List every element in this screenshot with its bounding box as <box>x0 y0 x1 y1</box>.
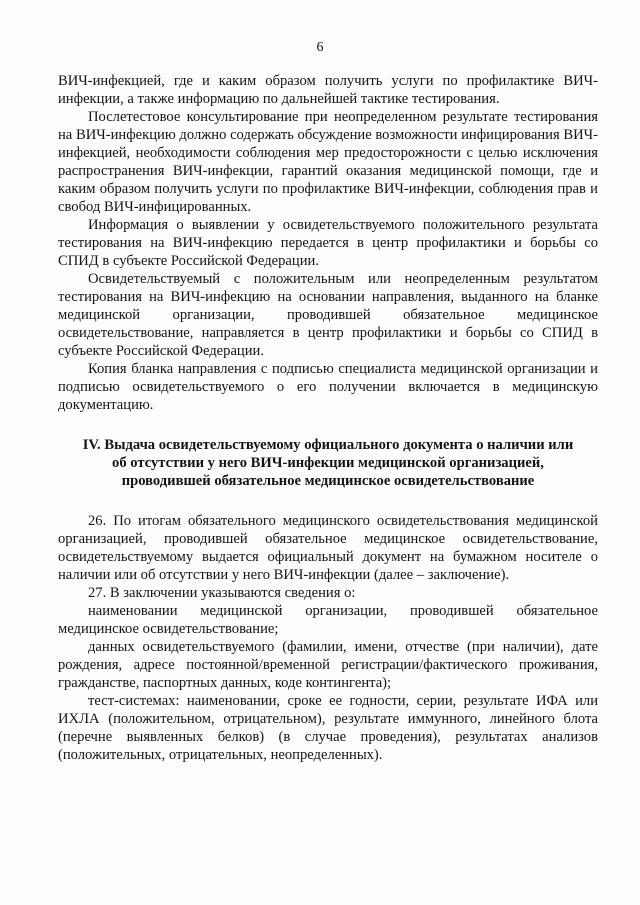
paragraph: тест-системах: наименовании, сроке ее годности, серии, результате ИФА или ИХЛА (положительном, отрицательном), результате иммунного, линейного блота (перечне выявленных белков) (в случае проведения), результатах анализов (положительных, отрицательных, неопределенных). <box>58 693 598 763</box>
paragraph: наименовании медицинской организации, проводившей обязательное медицинское освидетельствование; <box>58 603 598 637</box>
page-number: 6 <box>316 40 324 55</box>
paragraph: Послетестовое консультирование при неопределенном результате тестирования на ВИЧ-инфекцию должно содержать обсуждение возможности инфицирования ВИЧ-инфекцией, необходимости соблюдения мер предосторожности с целью исключения распространения ВИЧ-инфекции, гарантий оказания медицинской помощи, где и каким образом получить услуги по профилактике ВИЧ-инфекции, соблюдения прав и свобод ВИЧ-инфицированных. <box>58 109 598 215</box>
paragraph: данных освидетельствуемого (фамилии, имени, отчестве (при наличии), дате рождения, адресе постоянной/временной регистрации/фактического проживания, гражданстве, паспортных данных, коде контингента); <box>58 639 598 691</box>
paragraph: ВИЧ-инфекцией, где и каким образом получить услуги по профилактике ВИЧ-инфекции, а также информацию по дальнейшей тактике тестирования. <box>58 73 598 107</box>
document-body <box>58 72 598 764</box>
section-heading: IV. Выдача освидетельствуемому официального документа о наличии или об отсутствии у него ВИЧ-инфекции медицинской организацией, проводившей обязательное медицинское освидетельствование <box>82 437 574 489</box>
paragraph: 27. В заключении указываются сведения о: <box>88 585 356 601</box>
paragraph: Копия бланка направления с подписью специалиста медицинской организации и подписью освидетельствуемого о его получении включается в медицинскую документацию. <box>58 361 598 413</box>
paragraph: Информация о выявлении у освидетельствуемого положительного результата тестирования на ВИЧ-инфекцию передается в центр профилактики и борьбы со СПИД в субъекте Российской Федерации. <box>58 217 598 269</box>
paragraph: 26. По итогам обязательного медицинского освидетельствования медицинской организацией, проводившей обязательное медицинское освидетельствование, освидетельствуемому выдается официальный документ на бумажном носителе о наличии или об отсутствии у него ВИЧ-инфекции (далее – заключение). <box>58 513 598 583</box>
paragraph: Освидетельствуемый с положительным или неопределенным результатом тестирования на ВИЧ-инфекцию на основании направления, выданного на бланке медицинской организации, проводившей обязательное медицинское освидетельствование, направляется в центр профилактики и борьбы со СПИД в субъекте Российской Федерации. <box>58 271 598 359</box>
